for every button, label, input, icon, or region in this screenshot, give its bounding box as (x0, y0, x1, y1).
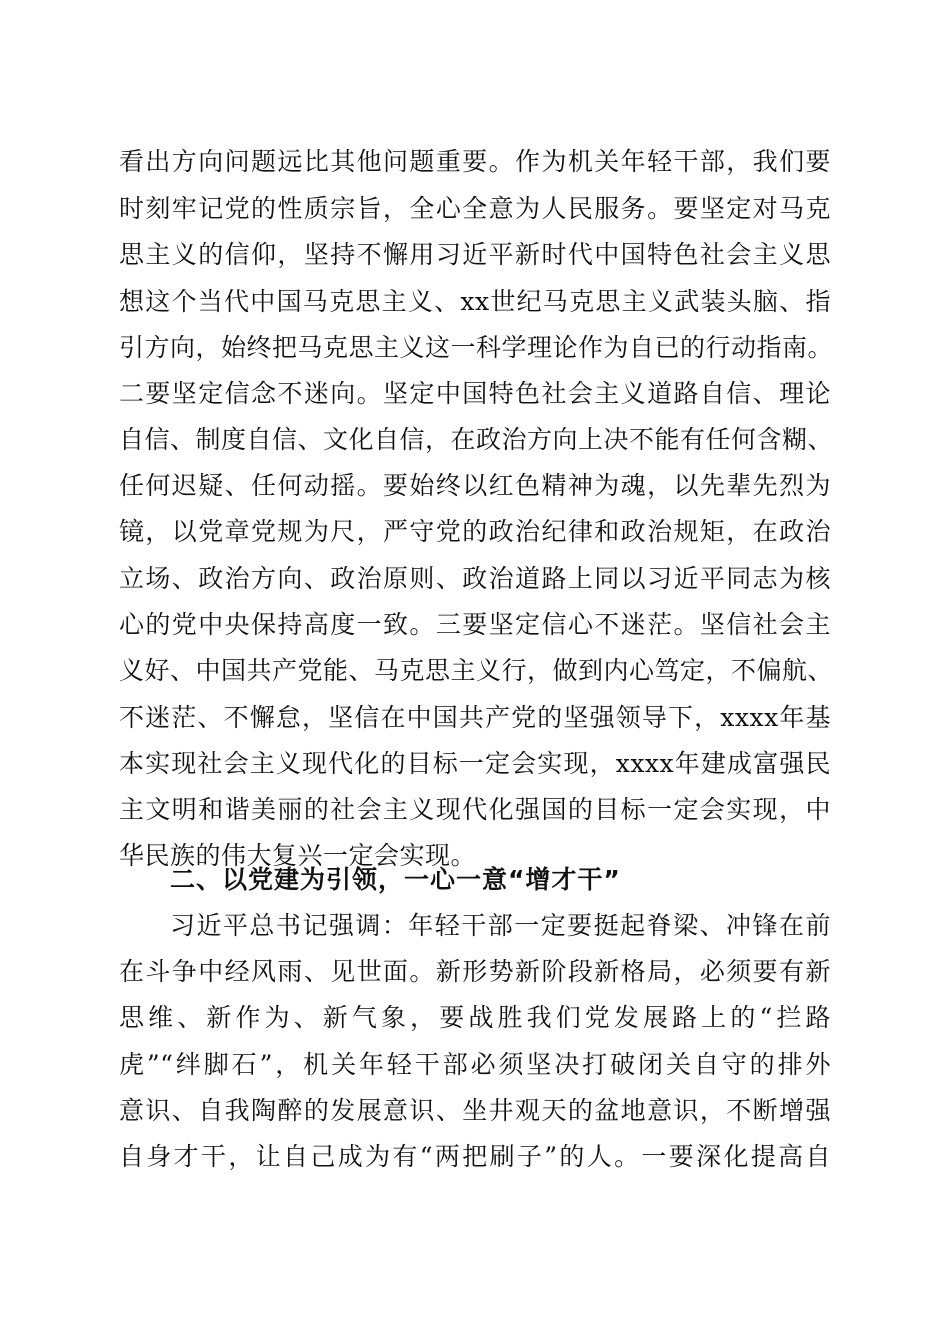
body-text-line: 思主义的信仰，坚持不懈用习近平新时代中国特色社会主义思 (119, 240, 831, 269)
body-text-line: 心的党中央保持高度一致。三要坚定信心不迷茫。坚信社会主 (119, 610, 831, 639)
body-text-line: 意识、自我陶醉的发展意识、坐井观天的盆地意识，不断增强 (119, 1096, 831, 1125)
body-text-line: 二要坚定信念不迷向。坚定中国特色社会主义道路自信、理论 (119, 379, 831, 408)
body-text-line: 时刻牢记党的性质宗旨，全心全意为人民服务。要坚定对马克 (119, 194, 831, 223)
body-text-line: 自身才干，让自己成为有“两把刷子”的人。一要深化提高自 (119, 1142, 831, 1171)
body-text-line: 不迷茫、不懈怠，坚信在中国共产党的坚强领导下，xxxx年基 (119, 703, 831, 732)
body-text-line: 虎”“绊脚石”，机关年轻干部必须坚决打破闭关自守的排外 (119, 1050, 831, 1079)
body-text-line: 习近平总书记强调：年轻干部一定要挺起脊梁、冲锋在前 (170, 911, 831, 940)
body-text-line: 引方向，始终把马克思主义这一科学理论作为自已的行动指南。 (119, 333, 834, 362)
body-text-line: 想这个当代中国马克思主义、xx世纪马克思主义武装头脑、指 (119, 287, 831, 316)
body-text-line: 华民族的伟大复兴一定会实现。 (119, 841, 477, 870)
body-text-line: 思维、新作为、新气象，要战胜我们党发展路上的“拦路 (119, 1003, 831, 1032)
body-text-line: 立场、政治方向、政治原则、政治道路上同以习近平同志为核 (119, 564, 831, 593)
body-text-line: 在斗争中经风雨、见世面。新形势新阶段新格局，必须要有新 (119, 957, 831, 986)
body-text-line: 本实现社会主义现代化的目标一定会实现，xxxx年建成富强民 (119, 749, 831, 778)
body-text-line: 义好、中国共产党能、马克思主义行，做到内心笃定，不偏航、 (119, 656, 834, 685)
body-text-line: 任何迟疑、任何动摇。要始终以红色精神为魂，以先辈先烈为 (119, 471, 831, 500)
body-text-line: 镜，以党章党规为尺，严守党的政治纪律和政治规矩，在政治 (119, 517, 831, 546)
body-text-line: 自信、制度自信、文化自信，在政治方向上决不能有任何含糊、 (119, 425, 834, 454)
body-text-line: 主文明和谐美丽的社会主义现代化强国的目标一定会实现，中 (119, 795, 831, 824)
body-text-line: 看出方向问题远比其他问题重要。作为机关年轻干部，我们要 (119, 147, 831, 176)
section-heading: 二、以党建为引领，一心一意“增才干” (170, 865, 621, 894)
